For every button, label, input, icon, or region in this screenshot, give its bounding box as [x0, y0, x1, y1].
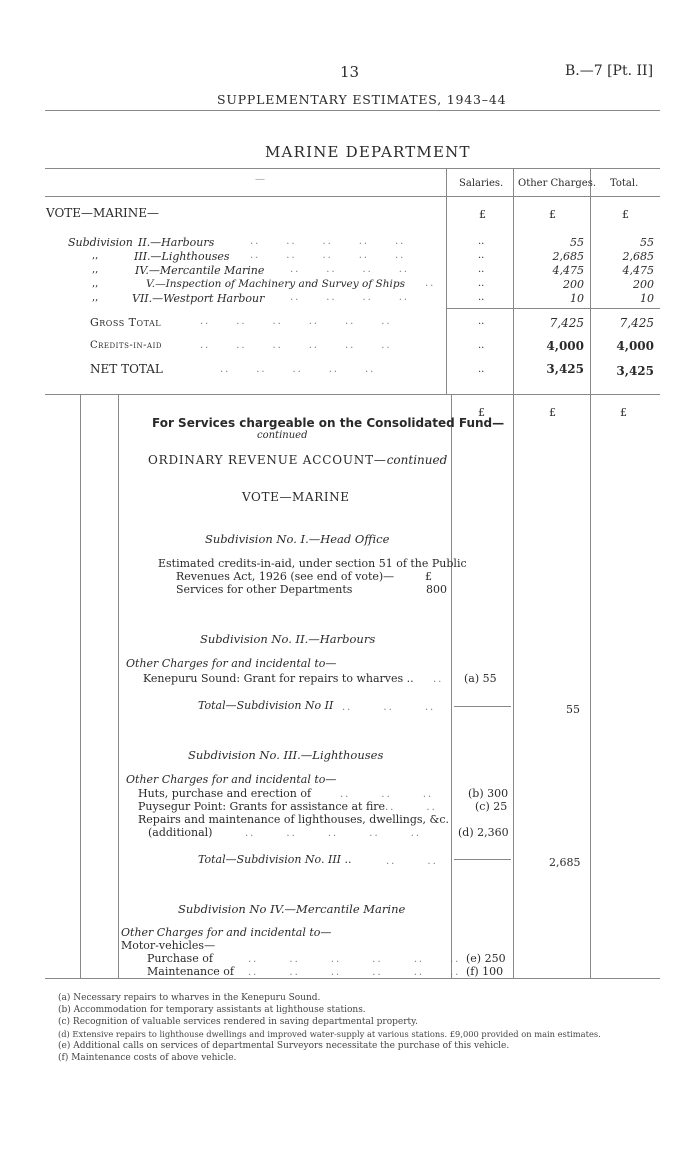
row-label: II.—Harbours — [138, 236, 215, 249]
sub3-item-3-amount: (d) 2,360 — [458, 826, 509, 839]
sub4-charges-label: Other Charges for and incidental to— — [121, 926, 332, 939]
net-salaries: .. — [478, 364, 485, 375]
sub2-item: Kenepuru Sound: Grant for repairs to wharves .. — [143, 672, 414, 685]
detail-col-divider-1 — [451, 394, 452, 978]
row-prefix: ,, — [92, 292, 99, 303]
subdivision-1-heading: Subdivision No. I.—Head Office — [205, 532, 390, 546]
subdivision-3-heading: Subdivision No. III.—Lighthouses — [188, 748, 384, 762]
sub3-charges-label: Other Charges for and incidental to— — [126, 773, 337, 786]
summary-top-rule — [45, 168, 660, 169]
summary-col-divider-2 — [513, 168, 514, 394]
sub1-line-2-currency: £ — [425, 570, 432, 583]
detail-currency-2: £ — [549, 406, 556, 419]
other-charges-value: 10 — [570, 292, 584, 305]
summary-col-blank: — — [255, 174, 265, 185]
consolidated-continued: continued — [257, 430, 308, 441]
leader-dots: .. .. .. .. — [290, 292, 410, 303]
gross-total-other: 7,425 — [549, 316, 584, 330]
leader-dots: .. .. — [385, 802, 437, 813]
subdivision-2-heading: Subdivision No. II.—Harbours — [200, 632, 376, 646]
credits-total: 4,000 — [616, 339, 654, 353]
total-value: 200 — [633, 278, 654, 291]
leader-dots: .. .. .. — [340, 789, 434, 800]
other-charges-value: 4,475 — [552, 264, 584, 277]
total-value: 4,475 — [622, 264, 654, 277]
leader-dots: .. .. .. .. .. .. — [200, 316, 392, 327]
row-label: III.—Lighthouses — [134, 250, 230, 263]
detail-bottom-rule — [45, 978, 660, 979]
currency-other: £ — [549, 208, 556, 221]
sub4-item-1-amount: (e) 250 — [466, 952, 506, 965]
total-value: 2,685 — [622, 250, 654, 263]
row-label: VII.—Westport Harbour — [132, 292, 265, 305]
sub3-item-2-amount: (c) 25 — [475, 800, 508, 813]
net-other: 3,425 — [546, 362, 584, 376]
detail-currency-3: £ — [620, 406, 627, 419]
detail-margin-line-2 — [118, 394, 119, 978]
salaries-value: .. — [478, 292, 485, 303]
account-heading — [148, 453, 447, 467]
summary-col-divider-1 — [446, 168, 447, 394]
leader-dots: .. .. — [386, 856, 438, 867]
leader-dots: .. .. .. .. .. .. — [200, 340, 392, 351]
net-total-label: NET TOTAL — [90, 362, 163, 376]
sub3-total-rule — [454, 859, 511, 860]
other-charges-value: 55 — [570, 236, 584, 249]
sub4-item-2-amount: (f) 100 — [466, 965, 504, 978]
leader-dots: .. .. .. .. .. — [250, 236, 406, 247]
sub1-line-3: Services for other Departments — [176, 583, 353, 596]
sub1-line-3-amount: 800 — [426, 583, 447, 596]
salaries-value: .. — [478, 264, 485, 275]
leader-dots: .. .. .. .. — [290, 264, 410, 275]
credits-other: 4,000 — [546, 339, 584, 353]
gross-total-salaries: .. — [478, 316, 485, 327]
footnote-a: (a) Necessary repairs to wharves in the Kenepuru Sound. — [58, 993, 321, 1003]
leader-dots: .. — [425, 278, 436, 289]
sub3-total-amount: 2,685 — [549, 856, 581, 869]
salaries-value: .. — [478, 250, 485, 261]
vote-label: VOTE—MARINE— — [46, 206, 160, 220]
vote-heading: VOTE—MARINE — [242, 490, 350, 504]
gross-total-label: Gross Total — [90, 316, 162, 329]
sub4-group: Motor-vehicles— — [121, 939, 216, 952]
page-number: 13 — [340, 63, 360, 81]
sub2-item-amount: (a) 55 — [464, 672, 497, 685]
row-prefix: ,, — [92, 278, 99, 289]
sub2-total-label: Total—Subdivision No II — [198, 699, 334, 712]
sub4-item-2: Maintenance of — [147, 965, 234, 978]
account-heading-text: ORDINARY REVENUE ACCOUNT— — [148, 453, 387, 467]
sub1-line-1: Estimated credits-in-aid, under section 51 of the Public — [158, 557, 467, 570]
detail-col-divider-2 — [513, 394, 514, 978]
row-label: IV.—Mercantile Marine — [135, 264, 265, 277]
subdivision-4-heading: Subdivision No IV.—Mercantile Marine — [178, 902, 406, 916]
account-heading-continued: continued — [386, 453, 448, 467]
sub3-item-1-amount: (b) 300 — [468, 787, 509, 800]
col-header-total: Total. — [610, 178, 639, 189]
other-charges-value: 2,685 — [552, 250, 584, 263]
footnote-c: (c) Recognition of valuable services rendered in saving departmental property. — [58, 1017, 418, 1027]
footnote-e: (e) Additional calls on services of departmental Surveyors necessitate the purchase of this vehicle. — [58, 1041, 510, 1051]
sub3-item-3a: Repairs and maintenance of lighthouses, dwellings, &c. — [138, 813, 449, 826]
sub2-total-rule — [454, 706, 511, 707]
leader-dots: .. .. .. .. .. — [250, 250, 406, 261]
col-header-salaries: Salaries. — [459, 178, 504, 189]
footnote-f: (f) Maintenance costs of above vehicle. — [58, 1053, 237, 1063]
col-header-other-charges: Other Charges. — [518, 178, 596, 189]
credits-salaries: .. — [478, 340, 485, 351]
credits-in-aid-label: Credits-in-aid — [90, 340, 162, 351]
row-prefix: Subdivision — [68, 236, 133, 249]
department-title: MARINE DEPARTMENT — [265, 143, 471, 161]
sub3-item-3b: (additional) — [148, 826, 213, 839]
header-rule — [45, 110, 660, 111]
other-charges-value: 200 — [563, 278, 584, 291]
leader-dots: .. — [433, 674, 444, 685]
detail-currency-1: £ — [478, 406, 485, 419]
currency-total: £ — [622, 208, 629, 221]
sub3-item-2: Puysegur Point: Grants for assistance at fire — [138, 800, 386, 813]
leader-dots: .. .. .. .. .. — [245, 828, 422, 839]
leader-dots: .. .. .. — [342, 702, 436, 713]
sub1-line-2: Revenues Act, 1926 (see end of vote)— — [176, 570, 395, 583]
summary-col-divider-3 — [590, 168, 591, 394]
footnote-b: (b) Accommodation for temporary assistants at lighthouse stations. — [58, 1005, 366, 1015]
gross-total-total: 7,425 — [619, 316, 654, 330]
total-value: 10 — [640, 292, 654, 305]
sub4-item-1: Purchase of — [147, 952, 213, 965]
row-label: V.—Inspection of Machinery and Survey of Ships — [146, 278, 405, 290]
summary-header-rule — [45, 196, 660, 197]
sub2-total-amount: 55 — [566, 703, 580, 716]
document-reference: B.—7 [Pt. II] — [565, 63, 654, 79]
leader-dots: .. .. .. .. .. .. — [248, 954, 461, 965]
sub2-charges-label: Other Charges for and incidental to— — [126, 657, 337, 670]
summary-bottom-rule — [45, 394, 660, 395]
consolidated-fund-heading: For Services chargeable on the Consolidated Fund— — [152, 416, 505, 430]
currency-salaries: £ — [479, 208, 486, 221]
salaries-value: .. — [478, 236, 485, 247]
detail-margin-line-1 — [80, 394, 81, 978]
sub3-total-label: Total—Subdivision No. III .. — [198, 853, 352, 866]
running-title: SUPPLEMENTARY ESTIMATES, 1943–44 — [217, 92, 507, 107]
leader-dots: .. .. .. .. .. .. — [248, 967, 461, 978]
detail-col-divider-3 — [590, 394, 591, 978]
sub3-item-1: Huts, purchase and erection of — [138, 787, 312, 800]
leader-dots: .. .. .. .. .. — [220, 364, 376, 375]
row-prefix: ,, — [92, 250, 99, 261]
net-total: 3,425 — [616, 364, 654, 378]
footnote-d: (d) Extensive repairs to lighthouse dwellings and improved water-supply at various stations. £9,000 provided on main estimates. — [58, 1029, 601, 1039]
total-value: 55 — [640, 236, 654, 249]
row-prefix: ,, — [92, 264, 99, 275]
gross-total-rule — [446, 308, 660, 309]
salaries-value: .. — [478, 278, 485, 289]
